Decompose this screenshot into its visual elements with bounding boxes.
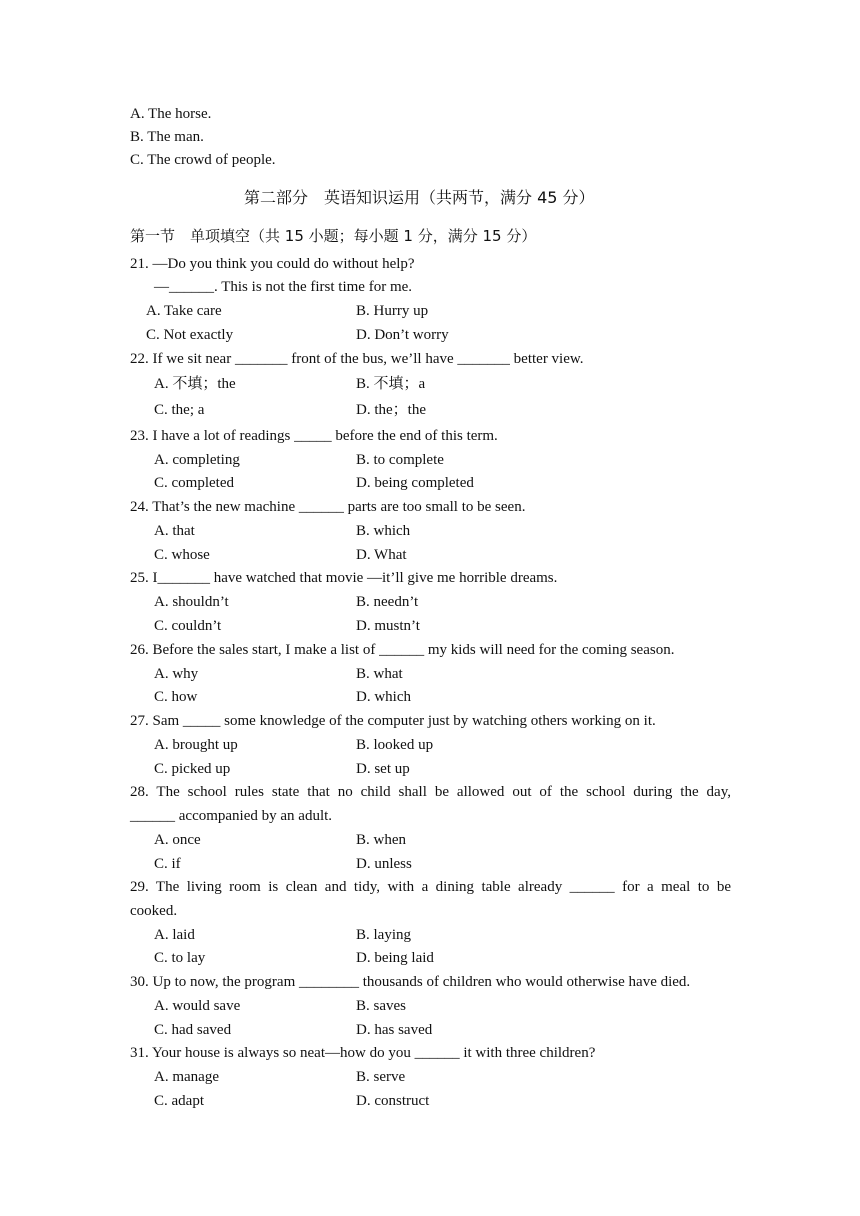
- question-27-option-a: A. brought up: [154, 737, 238, 753]
- question-30-option-a: A. would save: [154, 998, 241, 1014]
- part-title: 第二部分 英语知识运用（共两节，满分 45 分）: [244, 188, 595, 207]
- previous-option-b: B. The man.: [130, 129, 204, 145]
- question-31-option-a: A. manage: [154, 1069, 219, 1085]
- question-29-option-d: D. being laid: [356, 950, 434, 966]
- question-22-option-b: B. 不填；a: [356, 376, 426, 392]
- question-22-option-d: D. the；the: [356, 402, 426, 418]
- question-25-option-a: A. shouldn’t: [154, 594, 229, 610]
- question-21-option-a: A. Take care: [146, 303, 222, 319]
- question-21-option-b: B. Hurry up: [356, 303, 429, 319]
- question-26-option-d: D. which: [356, 689, 411, 705]
- question-31-option-d: D. construct: [356, 1093, 430, 1109]
- previous-option-a: A. The horse.: [130, 106, 212, 122]
- question-27-option-c: C. picked up: [154, 761, 231, 777]
- question-31-option-b: B. serve: [356, 1069, 406, 1085]
- question-28-option-a: A. once: [154, 832, 201, 848]
- question-21-stem: 21. —Do you think you could do without help?: [130, 256, 415, 272]
- question-23-option-d: D. being completed: [356, 475, 474, 491]
- question-23-option-c: C. completed: [154, 475, 234, 491]
- question-30-option-c: C. had saved: [154, 1022, 232, 1038]
- question-27-option-b: B. looked up: [356, 737, 434, 753]
- question-27-stem: 27. Sam _____ some knowledge of the computer just by watching others working on it.: [130, 713, 656, 729]
- previous-option-c: C. The crowd of people.: [130, 152, 276, 168]
- question-21-option-c: C. Not exactly: [146, 327, 234, 343]
- question-29-option-a: A. laid: [154, 927, 195, 943]
- question-30-option-d: D. has saved: [356, 1022, 433, 1038]
- question-26-stem: 26. Before the sales start, I make a list of ______ my kids will need for the coming season.: [130, 642, 675, 658]
- question-25-option-b: B. needn’t: [356, 594, 419, 610]
- question-24-stem: 24. That’s the new machine ______ parts are too small to be seen.: [130, 499, 526, 515]
- question-23-option-a: A. completing: [154, 452, 240, 468]
- question-30-option-b: B. saves: [356, 998, 406, 1014]
- question-24-option-b: B. which: [356, 523, 411, 539]
- question-25-option-c: C. couldn’t: [154, 618, 222, 634]
- question-23-option-b: B. to complete: [356, 452, 444, 468]
- section-title: 第一节 单项填空（共 15 小题；每小题 1 分，满分 15 分）: [130, 227, 537, 245]
- question-29-option-c: C. to lay: [154, 950, 206, 966]
- question-24-option-a: A. that: [154, 523, 195, 539]
- question-24-option-c: C. whose: [154, 547, 210, 563]
- question-29-stem: 29. The living room is clean and tidy, with a dining table already ______ for a meal to be: [130, 879, 731, 895]
- question-25-stem: 25. I_______ have watched that movie —it’ll give me horrible dreams.: [130, 570, 558, 586]
- question-28-option-b: B. when: [356, 832, 406, 848]
- question-28-option-c: C. if: [154, 856, 181, 872]
- question-23-stem: 23. I have a lot of readings _____ before the end of this term.: [130, 428, 498, 444]
- question-28-stem: 28. The school rules state that no child shall be allowed out of the school during the day,: [130, 784, 731, 800]
- question-31-option-c: C. adapt: [154, 1093, 204, 1109]
- question-22-option-a: A. 不填；the: [154, 376, 236, 392]
- question-22-stem: 22. If we sit near _______ front of the bus, we’ll have _______ better view.: [130, 351, 584, 367]
- question-26-option-b: B. what: [356, 666, 403, 682]
- question-26-option-c: C. how: [154, 689, 198, 705]
- question-28-option-d: D. unless: [356, 856, 412, 872]
- question-27-option-d: D. set up: [356, 761, 410, 777]
- question-21-stem-line-2: —______. This is not the first time for me.: [154, 279, 413, 295]
- question-31-stem: 31. Your house is always so neat—how do you ______ it with three children?: [130, 1045, 596, 1061]
- question-21-option-d: D. Don’t worry: [356, 327, 449, 343]
- question-29-option-b: B. laying: [356, 927, 411, 943]
- question-28-stem-line-2: ______ accompanied by an adult.: [130, 808, 333, 824]
- question-24-option-d: D. What: [356, 547, 407, 563]
- question-29-stem-line-2: cooked.: [130, 903, 178, 919]
- question-26-option-a: A. why: [154, 666, 199, 682]
- question-25-option-d: D. mustn’t: [356, 618, 420, 634]
- question-30-stem: 30. Up to now, the program ________ thousands of children who would otherwise have died.: [130, 974, 691, 990]
- question-22-option-c: C. the; a: [154, 402, 205, 418]
